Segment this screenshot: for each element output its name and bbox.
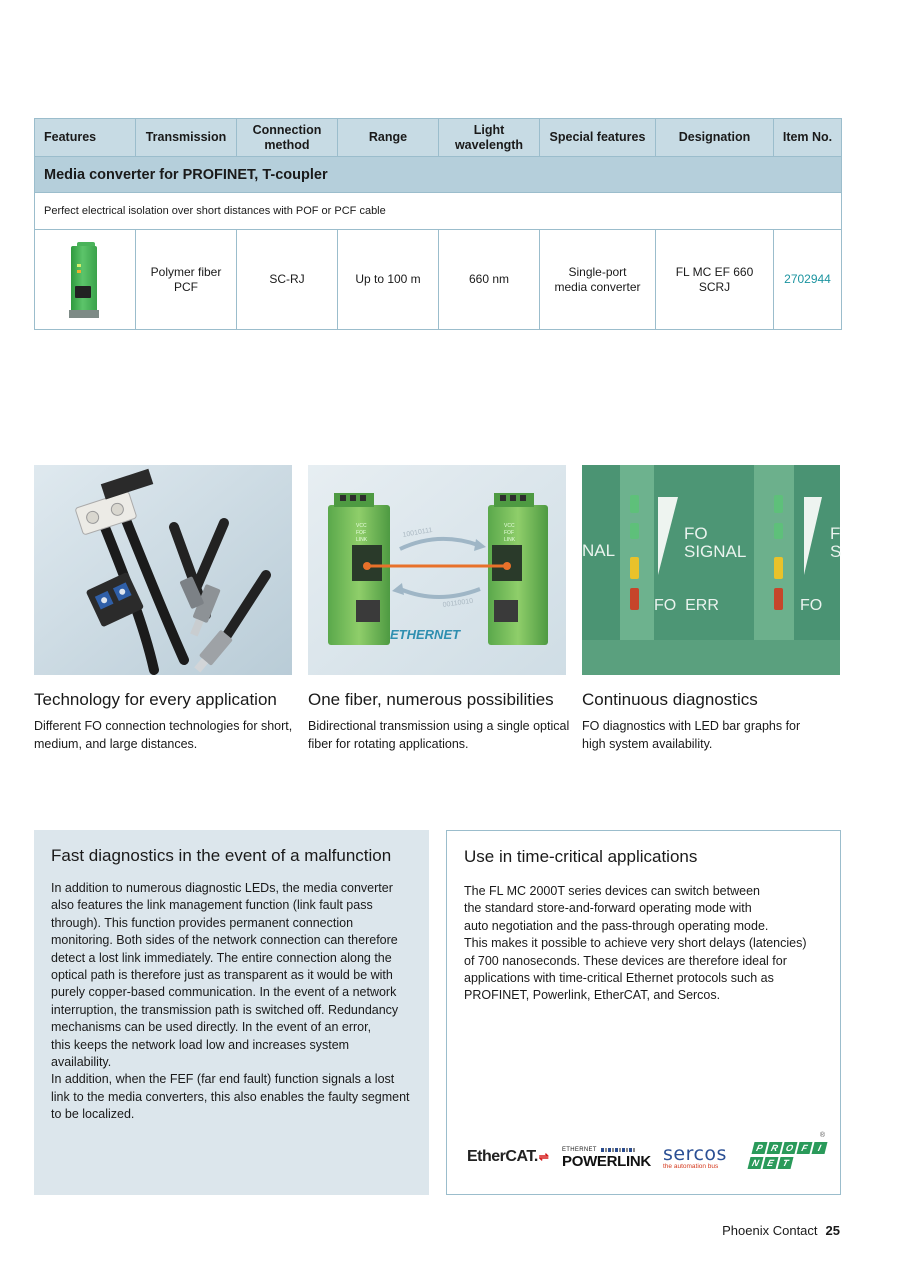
header-connection-method: Connection method	[237, 119, 338, 157]
signal-label: SIGNAL	[684, 542, 747, 561]
profinet-cell: F	[797, 1142, 813, 1154]
group-row	[35, 157, 842, 193]
fo-err-label: FO ERR	[654, 597, 719, 614]
fo-label: FO	[684, 524, 708, 543]
binary-top: 10010111	[402, 526, 433, 539]
sercos-logo-text: sercos	[663, 1143, 727, 1165]
time-critical-text: The FL MC 2000T series devices can switch between the standard store-and-forward operating mode with auto negotiation and the pass-through operating mode. This makes it possible to achieve very short delays (latencies) of 700 nanoseconds. These devices are therefore ideal for applications with time-critical Ethernet protocols such as PROFINET, Powerlink, EtherCAT, and Sercos.	[464, 884, 807, 1003]
fast-diagnostics-box	[34, 830, 429, 1195]
feature-text-one-fiber: Bidirectional transmission using a single optical fiber for rotating applications.	[308, 719, 570, 751]
led-label-vcc-right: VCC	[504, 523, 515, 529]
feature-text-technology: Different FO connection technologies for short, medium, and large distances.	[34, 719, 293, 751]
feature-title-one-fiber: One fiber, numerous possibilities	[308, 690, 554, 709]
header-special-features: Special features	[540, 119, 656, 157]
sercos-tagline: the automation bus	[663, 1163, 719, 1170]
cell-wavelength: 660 nm	[439, 230, 540, 330]
header-designation: Designation	[656, 119, 774, 157]
header-light-wavelength: Light wavelength	[439, 119, 540, 157]
profinet-cell: N	[748, 1157, 764, 1169]
header-range: Range	[338, 119, 439, 157]
cell-range: Up to 100 m	[338, 230, 439, 330]
cell-designation: FL MC EF 660 SCRJ	[656, 230, 774, 330]
profinet-cell: E	[763, 1157, 779, 1169]
header-item-no: Item No.	[774, 119, 842, 157]
fo-label-right: FO	[800, 597, 823, 614]
product-image-cell	[35, 230, 136, 330]
powerlink-logo	[562, 1147, 651, 1170]
led-label-vcc-left: VCC	[356, 523, 367, 529]
profinet-cell: P	[752, 1142, 768, 1154]
time-critical-title: Use in time-critical applications	[464, 847, 698, 866]
profinet-cell: R	[767, 1142, 783, 1154]
group-title: Media converter for PROFINET, T-coupler	[35, 157, 842, 193]
item-number-link[interactable]: 2702944	[774, 230, 842, 330]
product-table	[34, 118, 842, 330]
table-header-row	[35, 119, 842, 157]
profinet-cell: T	[778, 1157, 794, 1169]
ethercat-logo-text: EtherCAT.	[467, 1148, 538, 1165]
bidirectional-transmission-photo	[308, 465, 566, 675]
powerlink-bars-icon	[601, 1148, 635, 1152]
powerlink-ethernet-text: ETHERNET	[562, 1147, 597, 1153]
binary-bottom: 00110010	[442, 597, 474, 609]
ethercat-logo	[467, 1148, 548, 1166]
profinet-logo	[747, 1132, 825, 1172]
group-description: Perfect electrical isolation over short distances with POF or PCF cable	[35, 193, 842, 230]
cell-special-features: Single-port media converter	[540, 230, 656, 330]
header-transmission: Transmission	[136, 119, 237, 157]
description-row	[35, 193, 842, 230]
time-critical-box	[446, 830, 841, 1195]
powerlink-logo-text: POWERLINK	[562, 1153, 651, 1170]
footer-company: Phoenix Contact	[722, 1223, 818, 1238]
ethercat-arrow-icon: ⇌	[538, 1150, 549, 1164]
cell-connection: SC-RJ	[237, 230, 338, 330]
signal-label-partial: NAL	[582, 541, 616, 560]
registered-mark: ®	[819, 1132, 825, 1139]
page-number: 25	[825, 1223, 840, 1238]
fast-diagnostics-title: Fast diagnostics in the event of a malfunction	[51, 846, 392, 865]
led-label-link-left: LINK	[356, 537, 368, 543]
cell-transmission: Polymer fiber PCF	[136, 230, 237, 330]
protocol-logos	[465, 1132, 828, 1172]
profinet-cell: O	[782, 1142, 798, 1154]
media-converter-image	[69, 242, 101, 318]
led-label-fof-left: FOF	[356, 530, 366, 536]
feature-title-diagnostics: Continuous diagnostics	[582, 690, 758, 709]
fo-label-partial: F	[830, 524, 841, 543]
sercos-logo	[663, 1143, 727, 1170]
fo-connectors-photo	[34, 465, 292, 675]
ethernet-label: ETHERNET	[390, 627, 461, 642]
profinet-cell: I	[812, 1142, 828, 1154]
led-label-link-right: LINK	[504, 537, 516, 543]
led-label-fof-right: FOF	[504, 530, 514, 536]
feature-title-technology: Technology for every application	[34, 690, 277, 709]
table-row	[35, 230, 842, 330]
led-diagnostics-photo	[582, 465, 840, 675]
signal-label-right-partial: S	[830, 542, 842, 561]
feature-text-diagnostics: FO diagnostics with LED bar graphs for high system availability.	[582, 719, 801, 751]
fast-diagnostics-text: In addition to numerous diagnostic LEDs, the media converter also features the link management function (link fault pass through). This function provides permanent connection monitoring. Both sides of the network connection can therefore detect a lost link immediately. The entire connection along the optical path is therefore just as transparent as it would be with purely copper-based communication. In the event of a network interruption, the transmission path is switched off. Redundancy mechanisms can be used directly. In the event of an error, this keeps the network load low and increases system availability. In addition, when the FEF (far end fault) function signals a lost link to the media converters, this also enables the faulty segment to be localized.	[51, 881, 410, 1122]
header-features: Features	[35, 119, 136, 157]
page-footer	[722, 1223, 840, 1238]
